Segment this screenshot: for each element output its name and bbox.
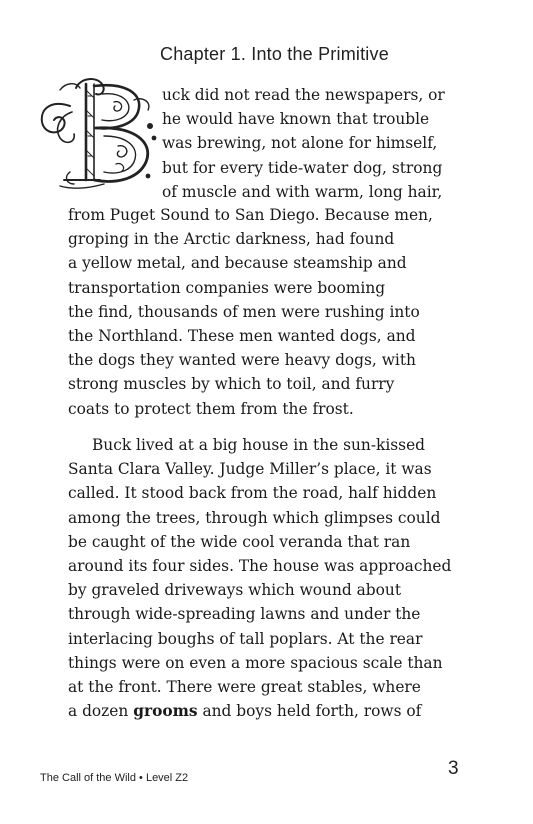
text-line: the Northland. These men wanted dogs, and	[68, 326, 416, 345]
chapter-title: Chapter 1. Into the Primitive	[160, 44, 389, 64]
text-line: Buck lived at a big house in the sun-kissed	[92, 436, 426, 454]
text-line: among the trees, through which glimpses could	[68, 508, 441, 527]
text-fragment: a dozen	[68, 702, 134, 721]
text-line: a yellow metal, and because steamship and	[68, 254, 407, 273]
text-line: groping in the Arctic darkness, had found	[68, 230, 395, 249]
text-line: interlacing boughs of tall poplars. At the rear	[68, 629, 423, 648]
bold-vocabulary-word: grooms	[133, 702, 198, 721]
text-line: the find, thousands of men were rushing into	[68, 302, 420, 321]
text-line: through wide-spreading lawns and under the	[68, 605, 421, 624]
text-line: around its four sides. The house was approached	[68, 556, 452, 575]
text-line: be caught of the wide cool veranda that ran	[68, 532, 411, 551]
text-line: but for every tide-water dog, strong	[162, 158, 443, 177]
text-line: coats to protect them from the frost.	[68, 399, 354, 418]
text-line: was brewing, not alone for himself,	[162, 134, 438, 153]
decorative-dropcap-b	[30, 76, 158, 192]
text-line: called. It stood back from the road, half hidden	[68, 484, 437, 503]
text-line: at the front. There were great stables, where	[68, 677, 421, 696]
text-line: from Puget Sound to San Diego. Because men,	[68, 206, 433, 224]
text-fragment: and boys held forth, rows of	[197, 702, 422, 721]
text-line: by graveled driveways which wound about	[68, 581, 402, 600]
text-line: uck did not read the newspapers, or	[162, 86, 445, 104]
footer-book-title: The Call of the Wild • Level Z2	[40, 772, 189, 784]
text-line: the dogs they wanted were heavy dogs, with	[68, 351, 416, 370]
text-line: he would have known that trouble	[162, 110, 430, 129]
text-line: things were on even a more spacious scale than	[68, 653, 443, 672]
paragraph-2	[68, 433, 451, 723]
text-line: transportation companies were booming	[68, 278, 386, 297]
text-line: of muscle and with warm, long hair,	[162, 182, 443, 201]
page-number: 3	[448, 758, 459, 779]
intro-text	[162, 83, 445, 204]
text-line: Santa Clara Valley. Judge Miller’s place, it was	[68, 460, 432, 479]
paragraph-1	[68, 203, 433, 421]
text-line: strong muscles by which to toil, and furry	[68, 375, 395, 394]
text-line-with-bold	[68, 699, 451, 723]
